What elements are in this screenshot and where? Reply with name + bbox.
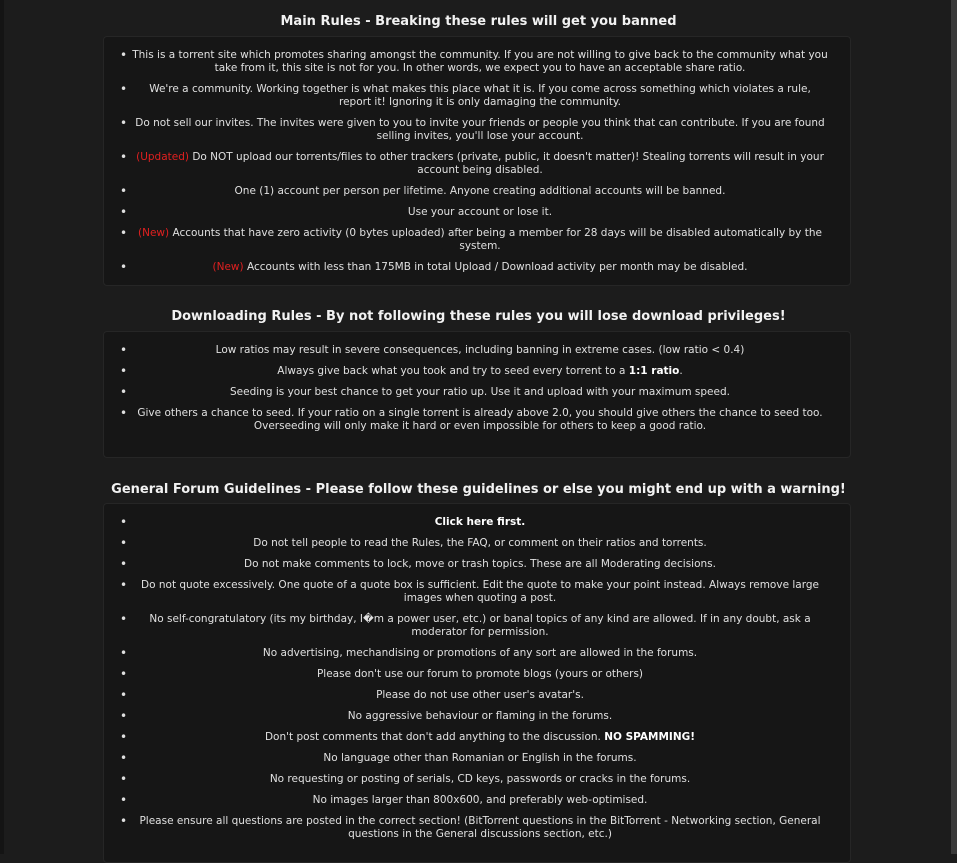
rule-text: Give others a chance to seed. If your ratio on a single torrent is already above 2.0, you should give others the chance to seed too. Overseeding will only make it hard or even impossible for others to keep a good ratio. bbox=[137, 407, 823, 432]
rule-item bbox=[104, 151, 850, 177]
page-left-edge bbox=[0, 0, 4, 854]
rule-item bbox=[104, 537, 850, 550]
rule-text: No language other than Romanian or English in the forums. bbox=[323, 752, 637, 764]
rule-text: Do not tell people to read the Rules, the FAQ, or comment on their ratios and torrents. bbox=[253, 537, 707, 549]
bullet-icon: • bbox=[120, 793, 128, 807]
rule-item bbox=[104, 773, 850, 786]
rule-item bbox=[104, 668, 850, 681]
rule-emphasis: 1:1 ratio bbox=[628, 365, 680, 377]
rule-text: This is a torrent site which promotes sharing amongst the community. If you are not willing to give back to the community what you take from it, this site is not for you. In other words, we expect you to have an acceptable share ratio. bbox=[132, 49, 828, 74]
bullet-icon: • bbox=[120, 557, 128, 571]
rule-item bbox=[104, 710, 850, 723]
bullet-icon: • bbox=[120, 150, 128, 164]
main-rules-panel bbox=[103, 36, 851, 286]
rule-item bbox=[104, 261, 850, 274]
rule-text: Do not quote excessively. One quote of a quote box is sufficient. Edit the quote to make your point instead. Always remove large images when quoting a post. bbox=[141, 579, 819, 604]
rule-text: We're a community. Working together is what makes this place what it is. If you come across something which violates a rule, report it! Ignoring it is only damaging the community. bbox=[149, 83, 811, 108]
bullet-icon: • bbox=[120, 226, 128, 240]
rule-item bbox=[104, 227, 850, 253]
bullet-icon: • bbox=[120, 578, 128, 592]
bullet-icon: • bbox=[120, 814, 128, 828]
rule-text: Always give back what you took and try to seed every torrent to a bbox=[277, 365, 629, 377]
downloading-rules-title: Downloading Rules - By not following these rules you will lose download privileges! bbox=[171, 309, 786, 324]
bullet-icon: • bbox=[120, 406, 128, 420]
rule-item bbox=[104, 83, 850, 109]
rule-item bbox=[104, 117, 850, 143]
rule-item bbox=[104, 794, 850, 807]
rule-text: Accounts that have zero activity (0 bytes uploaded) after being a member for 28 days will be disabled automatically by the system. bbox=[169, 227, 822, 252]
rule-item bbox=[104, 613, 850, 639]
downloading-rules-list bbox=[104, 332, 850, 433]
rule-item bbox=[104, 752, 850, 765]
rule-item bbox=[104, 815, 850, 841]
rule-text: No advertising, mechandising or promotions of any sort are allowed in the forums. bbox=[262, 647, 698, 659]
bullet-icon: • bbox=[120, 48, 128, 62]
bullet-icon: • bbox=[120, 612, 128, 626]
rule-text: Seeding is your best chance to get your ratio up. Use it and upload with your maximum speed. bbox=[230, 386, 730, 398]
rule-text: No aggressive behaviour or flaming in the forums. bbox=[347, 710, 613, 722]
rule-text: Accounts with less than 175MB in total Upload / Download activity per month may be disabled. bbox=[243, 261, 748, 273]
rule-text: No images larger than 800x600, and preferably web-optimised. bbox=[312, 794, 648, 806]
rule-status-tag: (Updated) bbox=[136, 151, 189, 163]
bullet-icon: • bbox=[120, 116, 128, 130]
bullet-icon: • bbox=[120, 205, 128, 219]
rule-text: Please don't use our forum to promote blogs (yours or others) bbox=[316, 668, 644, 680]
page-scrollbar-track[interactable] bbox=[951, 0, 957, 854]
bullet-icon: • bbox=[120, 536, 128, 550]
rule-item bbox=[104, 206, 850, 219]
forum-guidelines-panel bbox=[103, 503, 851, 863]
rule-text: Please do not use other user's avatar's. bbox=[376, 689, 584, 701]
bullet-icon: • bbox=[120, 260, 128, 274]
rule-item bbox=[104, 516, 850, 529]
rule-item bbox=[104, 407, 850, 433]
bullet-icon: • bbox=[120, 772, 128, 786]
rule-item bbox=[104, 731, 850, 744]
bullet-icon: • bbox=[120, 385, 128, 399]
bullet-icon: • bbox=[120, 184, 128, 198]
rule-item bbox=[104, 558, 850, 571]
rule-text: Do not make comments to lock, move or trash topics. These are all Moderating decisions. bbox=[244, 558, 716, 570]
main-rules-title: Main Rules - Breaking these rules will get you banned bbox=[280, 14, 677, 29]
forum-guidelines-title: General Forum Guidelines - Please follow these guidelines or else you might end up with a warning! bbox=[111, 482, 846, 497]
main-rules-list bbox=[104, 37, 850, 274]
rule-item bbox=[104, 386, 850, 399]
rule-status-tag: (New) bbox=[212, 261, 244, 273]
click-here-first-link[interactable]: Click here first. bbox=[434, 516, 526, 528]
rule-item bbox=[104, 579, 850, 605]
rule-text-suffix: . bbox=[679, 365, 683, 377]
rule-item bbox=[104, 365, 850, 378]
rule-status-tag: (New) bbox=[138, 227, 170, 239]
bullet-icon: • bbox=[120, 82, 128, 96]
bullet-icon: • bbox=[120, 709, 128, 723]
rule-text: Do not sell our invites. The invites were given to you to invite your friends or people you think that can contribute. If you are found selling invites, you'll lose your account. bbox=[135, 117, 825, 142]
rule-item bbox=[104, 185, 850, 198]
rule-emphasis: NO SPAMMING! bbox=[604, 731, 696, 743]
rule-text: No self-congratulatory (its my birthday, I�m a power user, etc.) or banal topics of any kind are allowed. If in any doubt, ask a moderator for permission. bbox=[149, 613, 811, 638]
forum-guidelines-list bbox=[104, 504, 850, 841]
rule-text: Low ratios may result in severe consequences, including banning in extreme cases. (low ratio < 0.4) bbox=[215, 344, 745, 356]
bullet-icon: • bbox=[120, 730, 128, 744]
rule-item bbox=[104, 647, 850, 660]
rule-text: Don't post comments that don't add anything to the discussion. bbox=[264, 731, 605, 743]
bullet-icon: • bbox=[120, 343, 128, 357]
rule-text: No requesting or posting of serials, CD keys, passwords or cracks in the forums. bbox=[269, 773, 691, 785]
rule-text: Use your account or lose it. bbox=[407, 206, 553, 218]
bullet-icon: • bbox=[120, 364, 128, 378]
bullet-icon: • bbox=[120, 646, 128, 660]
bullet-icon: • bbox=[120, 667, 128, 681]
bullet-icon: • bbox=[120, 688, 128, 702]
rule-text: Do NOT upload our torrents/files to other trackers (private, public, it doesn't matter)! Stealing torrents will result in your account being disabled. bbox=[189, 151, 824, 176]
rule-item bbox=[104, 689, 850, 702]
rule-text: Please ensure all questions are posted in the correct section! (BitTorrent questions in the BitTorrent - Networking section, General questions in the General discussions section, etc.) bbox=[139, 815, 821, 840]
rule-text: One (1) account per person per lifetime. Anyone creating additional accounts will be banned. bbox=[234, 185, 726, 197]
bullet-icon: • bbox=[120, 515, 128, 529]
downloading-rules-panel bbox=[103, 331, 851, 458]
rule-item bbox=[104, 344, 850, 357]
rule-item bbox=[104, 49, 850, 75]
bullet-icon: • bbox=[120, 751, 128, 765]
